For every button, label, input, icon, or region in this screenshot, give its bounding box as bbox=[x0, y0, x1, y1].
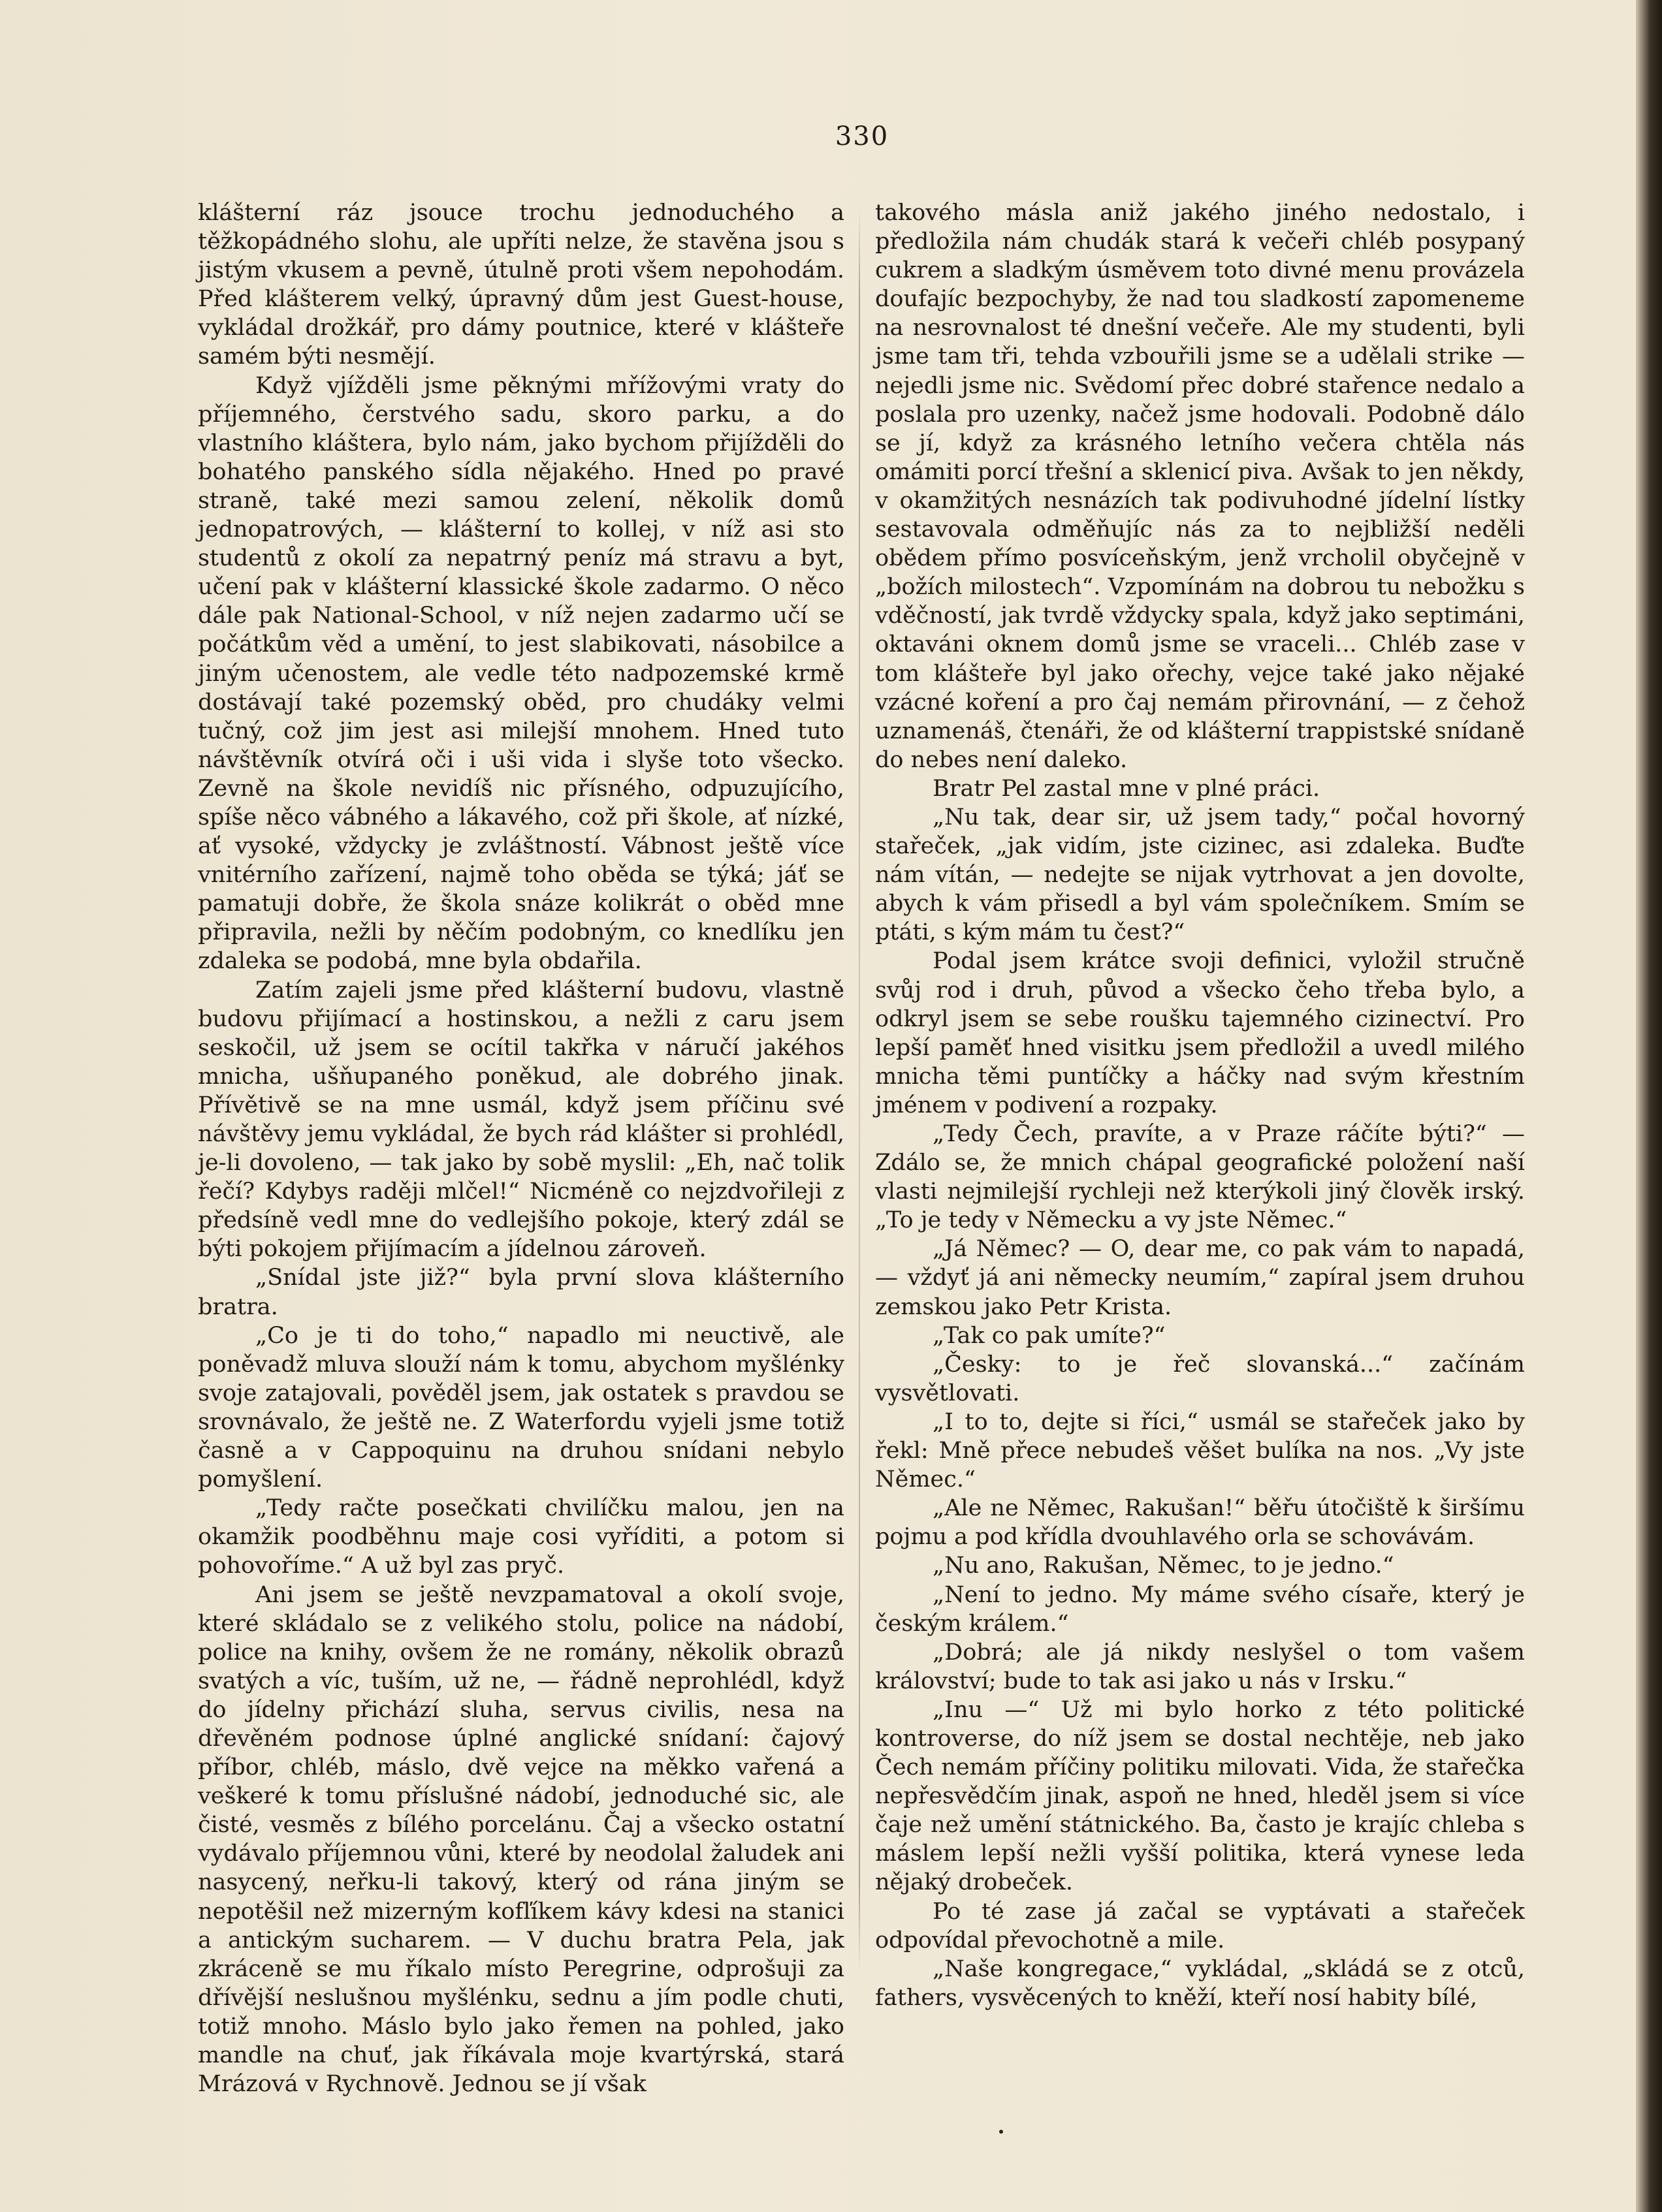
paragraph: „Nu tak, dear sir, už jsem tady,“ počal hovorný stařeček, „jak vidím, jste cizinec, asi zdaleka. Buďte nám vítán, — nedejte se nijak vytrhovat a jen dovolte, abych k vám přisedl a byl vám společníkem. Smím se ptáti, s kým mám tu čest?“ bbox=[875, 804, 1525, 946]
paragraph: „Tak co pak umíte?“ bbox=[933, 1322, 1166, 1349]
paragraph: „Tedy račte posečkati chvilíčku malou, jen na okamžik poodběhnu maje cosi vyříditi, a potom si pohovoříme.“ A už byl zas pryč. bbox=[198, 1495, 844, 1579]
page-number: 330 bbox=[835, 121, 889, 151]
paragraph: „Nu ano, Rakušan, Němec, to je jedno.“ bbox=[933, 1553, 1394, 1579]
paragraph: klášterní ráz jsouce trochu jednoduchého a těžkopádného slohu, ale upříti nelze, že stavěna jsou s jistým vkusem a pevně, útulně proti všem nepohodám. Před klášterem velký, úpravný dům jest Guest-house, vykládal drožkář, pro dámy poutnice, které v klášteře samém býti nesmějí. bbox=[198, 200, 844, 370]
paragraph: Bratr Pel zastal mne v plné práci. bbox=[933, 775, 1320, 802]
paragraph: Podal jsem krátce svoji definici, vyložil stručně svůj rod i druh, původ a všecko čeho třeba bylo, a odkryl jsem se sebe roušku tajemného cizinectví. Pro lepší paměť hned visitku jsem předložil a uvedl milého mnicha těmi puntíčky a háčky nad svým křestním jménem v podivení a rozpaky. bbox=[875, 948, 1525, 1118]
paragraph: „I to to, dejte si říci,“ usmál se stařeček jako by řekl: Mně přece nebudeš věšet bulíka na nos. „Vy jste Němec.“ bbox=[875, 1408, 1525, 1493]
paragraph: „Ale ne Němec, Rakušan!“ běřu útočiště k širšímu pojmu a pod křídla dvouhlavého orla se schovávám. bbox=[875, 1495, 1525, 1551]
paragraph: „Inu —“ Už mi bylo horko z této politické kontroverse, do níž jsem se dostal nechtěje, neb jako Čech nemám příčiny politiku milovati. Vida, že stařečka nepřesvědčím jinak, aspoň ne hned, hleděl jsem si více čaje než umění státnického. Ba, často je krajíc chleba s máslem lepší nežli vyšší politika, která vynese leda nějaký drobeček. bbox=[875, 1696, 1525, 1896]
paragraph: „Naše kongregace,“ vykládal, „skládá se z otců, fathers, vysvěcených to kněží, kteří nosí habity bílé, bbox=[875, 1955, 1525, 2011]
paragraph: „Není to jedno. My máme svého císaře, který je českým králem.“ bbox=[875, 1581, 1525, 1637]
paragraph: „Česky: to je řeč slovanská...“ začínám vysvětlovati. bbox=[875, 1351, 1525, 1406]
paragraph: takového másla aniž jakého jiného nedostalo, i předložila nám chudák stará k večeři chléb posypaný cukrem a sladkým úsměvem toto divné menu provázela doufajíc bezpochyby, že nad tou sladkostí zapomeneme na nesrovnalost té dnešní večeře. Ale my studenti, byli jsme tam tři, tehda vzbouřili jsme se a udělali strike — nejedli jsme nic. Svědomí přec dobré stařence nedalo a poslala pro uzenky, načež jsme hodovali. Podobně dálo se jí, když za krásného letního večera chtěla nás omámiti porcí třešní a sklenicí piva. Avšak to jen někdy, v okamžitých nesnázích tak podivuhodné jídelní lístky sestavovala odměňujíc nás za to nejbližší neděli obědem přímo posvíceňským, jenž vrcholil obyčejně v „božích milostech“. Vzpomínám na dobrou tu nebožku s vděčností, jak tvrdě vždycky spala, když jako septimáni, oktaváni oknem domů jsme se vraceli... Chléb zase v tom klášteře byl jako ořechy, vejce také jako nějaké vzácné koření a pro čaj nemám přirovnání, — z čehož uznamenáš, čtenáři, že od klášterní trappistské snídaně do nebes není daleko. bbox=[875, 200, 1525, 773]
paragraph: „Tedy Čech, pravíte, a v Praze ráčíte býti?“ — Zdálo se, že mnich chápal geografické položení naší vlasti nejmilejší rychleji než kterýkoli jiný člověk irský. „To je tedy v Německu a vy jste Němec.“ bbox=[875, 1121, 1525, 1234]
paragraph: Po té zase já začal se vyptávati a stařeček odpovídal převochotně a mile. bbox=[875, 1898, 1525, 1953]
column-divider bbox=[859, 209, 860, 1972]
paragraph: Zatím zajeli jsme před klášterní budovu, vlastně budovu přijímací a hostinskou, a nežli z caru jsem seskočil, už jsem se ocítil takřka v náručí jakéhos mnicha, ušňupaného poněkud, ale dobrého jinak. Přívětivě se na mne usmál, když jsem příčinu své návštěvy jemu vykládal, že bych rád klášter si prohlédl, je-li dovoleno, — tak jako by sobě myslil: „Eh, nač tolik řečí? Kdybys raději mlčel!“ Nicméně co nejzdvořileji z předsíně vedl mne do vedlejšího pokoje, který zdál se býti pokojem přijímacím a jídelnou zároveň. bbox=[198, 977, 844, 1263]
right-column bbox=[875, 198, 1525, 2012]
paragraph: Když vjížděli jsme pěknými mřížovými vraty do příjemného, čerstvého sadu, skoro parku, a do vlastního kláštera, bylo nám, jako bychom přijížděli do bohatého panského sídla nějakého. Hned po pravé straně, také mezi samou zelení, několik domů jednopatrových, — klášterní to kollej, v níž asi sto studentů z okolí za nepatrný peníz má stravu a byt, učení pak v klášterní klassické škole zadarmo. O něco dále pak National-School, v níž nejen zadarmo učí se počátkům věd a umění, to jest slabikovati, násobilce a jiným učenostem, ale vedle této nadpozemské krmě dostávají také pozemský oběd, pro chudáky velmi tučný, což jim jest asi milejší mnohem. Hned tuto návštěvník otvírá oči i uši vida i slyše toto všecko. Zevně na škole nevidíš nic přísného, odpuzujícího, spíše něco vábného a lákavého, což při škole, ať nízké, ať vysoké, vždycky je zvláštností. Vábnost ještě více vnitérního zařízení, najmě toho oběda se týká; jáť se pamatuji dobře, že škola snáze kolikrát o oběd mne připravila, nežli by něčím podobným, co knedlíku jen zdaleka se podobá, mne byla obdařila. bbox=[198, 372, 844, 975]
paragraph: „Já Němec? — O, dear me, co pak vám to napadá, — vždyť já ani německy neumím,“ zapíral jsem druhou zemskou jako Petr Krista. bbox=[875, 1236, 1525, 1320]
paragraph: Ani jsem se ještě nevzpamatoval a okolí svoje, které skládalo se z velikého stolu, police na nádobí, police na knihy, ovšem že ne romány, několik obrazů svatých a víc, tuším, už ne, — řádně neprohlédl, když do jídelny přichází sluha, servus civilis, nesa na dřevěném podnose úplné anglické snídaní: čajový příbor, chléb, máslo, dvě vejce na měkko vařená a veškeré k tomu příslušné nádobí, jednoduché sic, ale čisté, vesměs z bílého porcelánu. Čaj a všecko ostatní vydávalo příjemnou vůni, které by neodolal žaludek ani nasycený, neřku-li takový, který od rána jiným se nepotěšil než mizerným kofľíkem kávy kdesi na stanici a antickým sucharem. — V duchu bratra Pela, jak zkráceně se mu říkalo místo Peregrine, odprošuji za dřívější neslušnou myšlénku, sednu a jím podle chuti, totiž mnoho. Máslo bylo jako řemen na pohled, jako mandle na chuť, jak říkávala moje kvartýrská, stará Mrázová v Rychnově. Jednou se jí však bbox=[198, 1581, 844, 2098]
ink-speck bbox=[999, 2130, 1003, 2134]
left-column bbox=[198, 198, 844, 2098]
book-spine-edge bbox=[1636, 0, 1662, 2212]
paragraph: „Dobrá; ale já nikdy neslyšel o tom vašem království; bude to tak asi jako u nás v Irsku.“ bbox=[875, 1639, 1525, 1694]
paragraph: „Snídal jste již?“ byla první slova klášterního bratra. bbox=[198, 1265, 844, 1320]
paragraph: „Co je ti do toho,“ napadlo mi neuctivě, ale poněvadž mluva slouží nám k tomu, abychom myšlénky svoje zatajovali, pověděl jsem, jak ostatek s pravdou se srovnávalo, že ještě ne. Z Waterfordu vyjeli jsme totiž časně a v Cappoquinu na druhou snídani nebylo pomyšlení. bbox=[198, 1322, 844, 1493]
